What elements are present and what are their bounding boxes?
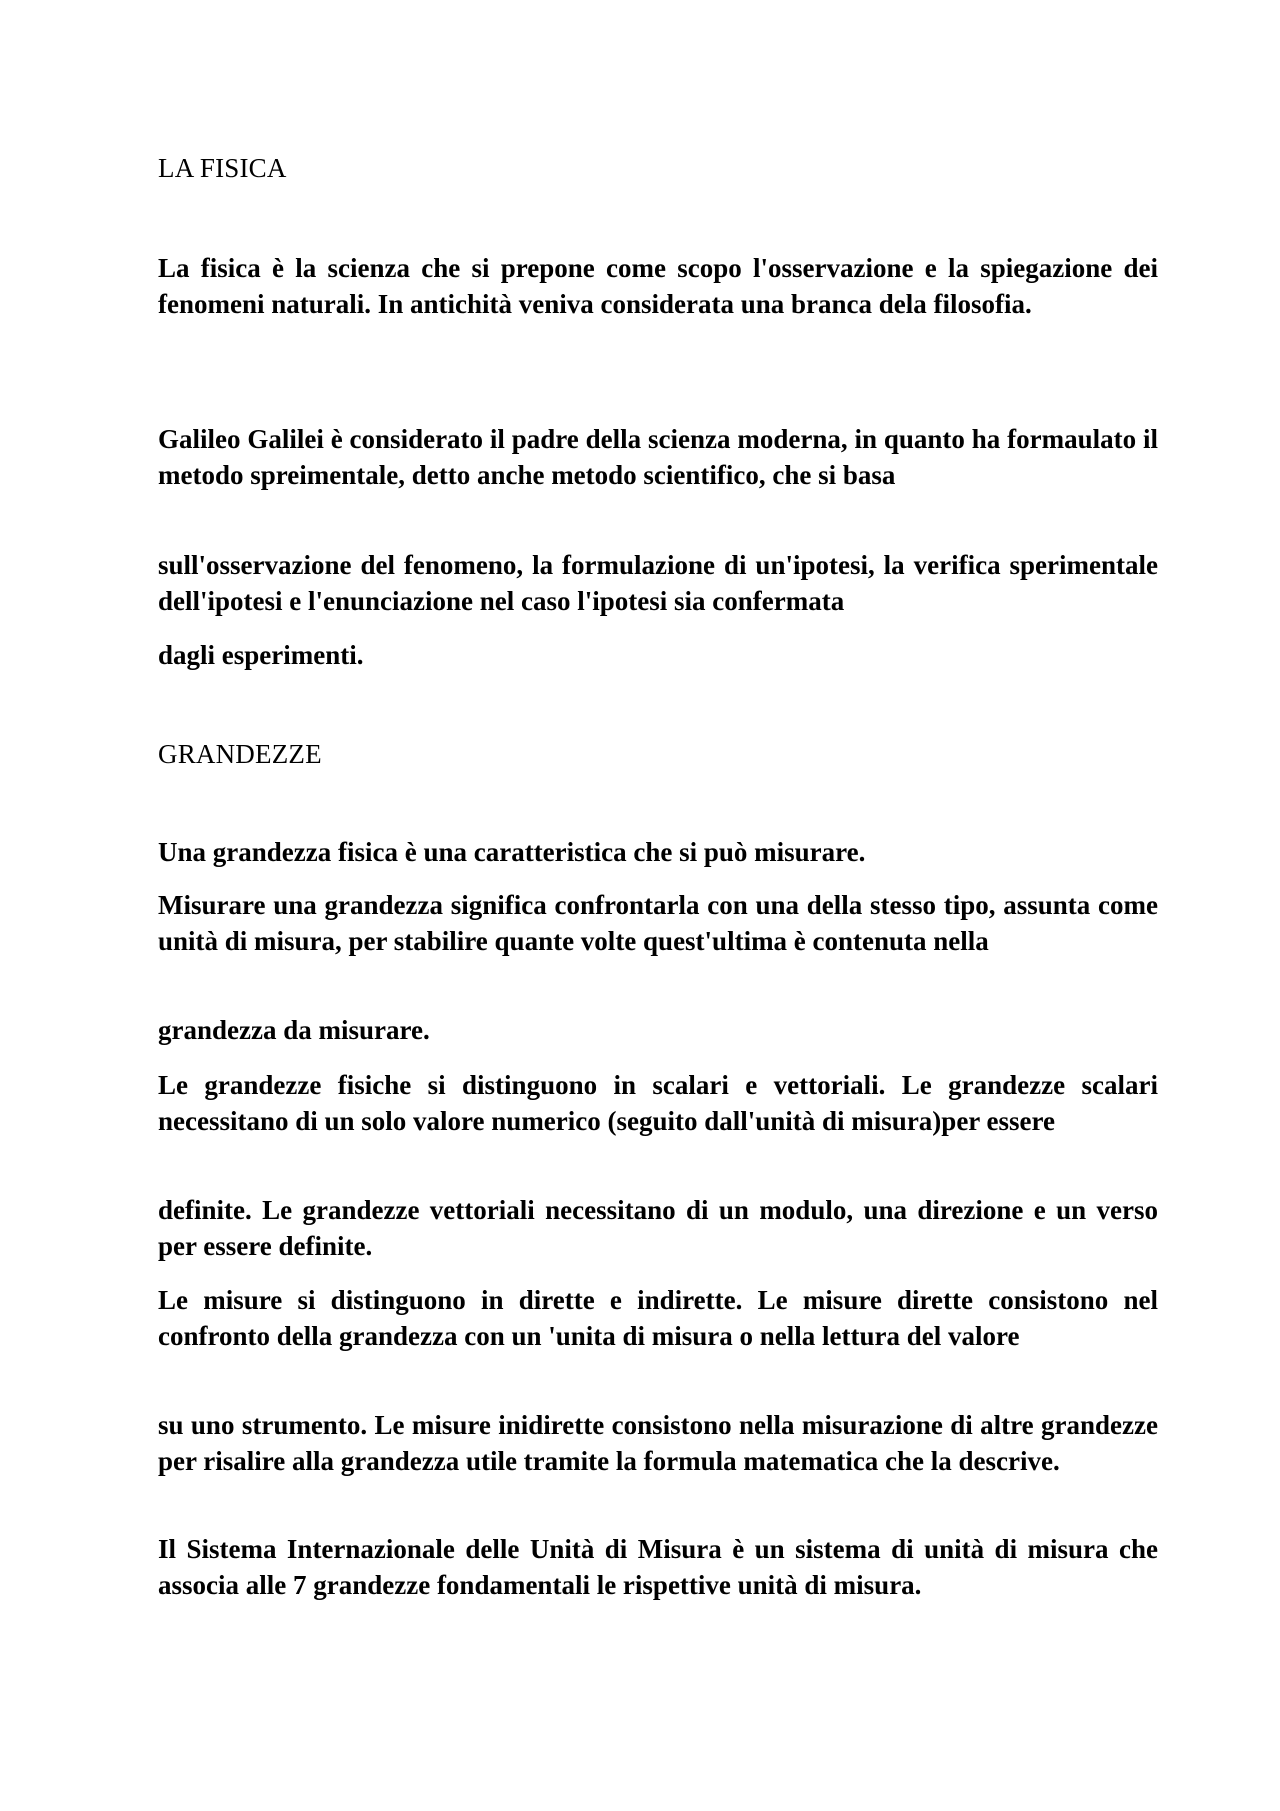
paragraph-misure-dirette-indirette: Le misure si distinguono in dirette e indirette. Le misure dirette consistono nel confronto della grandezza con un 'unita di misura o nella lettura del valore — [158, 1285, 1158, 1351]
paragraph-sistema-internazionale: Il Sistema Internazionale delle Unità di Misura è un sistema di unità di misura che associa alle 7 grandezze fondamentali le rispettive unità di misura. — [158, 1534, 1158, 1600]
paragraph-metodo-scientifico: sull'osservazione del fenomeno, la formulazione di un'ipotesi, la verifica sperimentale dell'ipotesi e l'enunciazione nel caso l'ipotesi sia confermata — [158, 550, 1158, 616]
paragraph-definizione-fisica: La fisica è la scienza che si prepone come scopo l'osservazione e la spiegazione dei fenomeni naturali. In antichità veniva considerata una branca dela filosofia. — [158, 253, 1158, 319]
paragraph-misure-indirette: su uno strumento. Le misure inidirette consistono nella misurazione di altre grandezze per risalire alla grandezza utile tramite la formula matematica che la descrive. — [158, 1410, 1158, 1476]
paragraph-misurare: Misurare una grandezza significa confrontarla con una della stesso tipo, assunta come unità di misura, per stabilire quante volte quest'ultima è contenuta nella — [158, 890, 1158, 956]
paragraph-galileo: Galileo Galilei è considerato il padre della scienza moderna, in quanto ha formaulato il metodo spreimentale, detto anche metodo scientifico, che si basa — [158, 424, 1158, 490]
paragraph-esperimenti: dagli esperimenti. — [158, 640, 364, 670]
paragraph-grandezza-da-misurare: grandezza da misurare. — [158, 1015, 430, 1045]
paragraph-vettoriali-definite: definite. Le grandezze vettoriali necessitano di un modulo, una direzione e un verso per essere definite. — [158, 1195, 1158, 1261]
heading-la-fisica: LA FISICA — [158, 153, 287, 183]
heading-grandezze: GRANDEZZE — [158, 739, 322, 769]
paragraph-scalari-vettoriali: Le grandezze fisiche si distinguono in scalari e vettoriali. Le grandezze scalari necessitano di un solo valore numerico (seguito dall'unità di misura)per essere — [158, 1070, 1158, 1136]
paragraph-grandezza-fisica: Una grandezza fisica è una caratteristica che si può misurare. — [158, 837, 866, 867]
